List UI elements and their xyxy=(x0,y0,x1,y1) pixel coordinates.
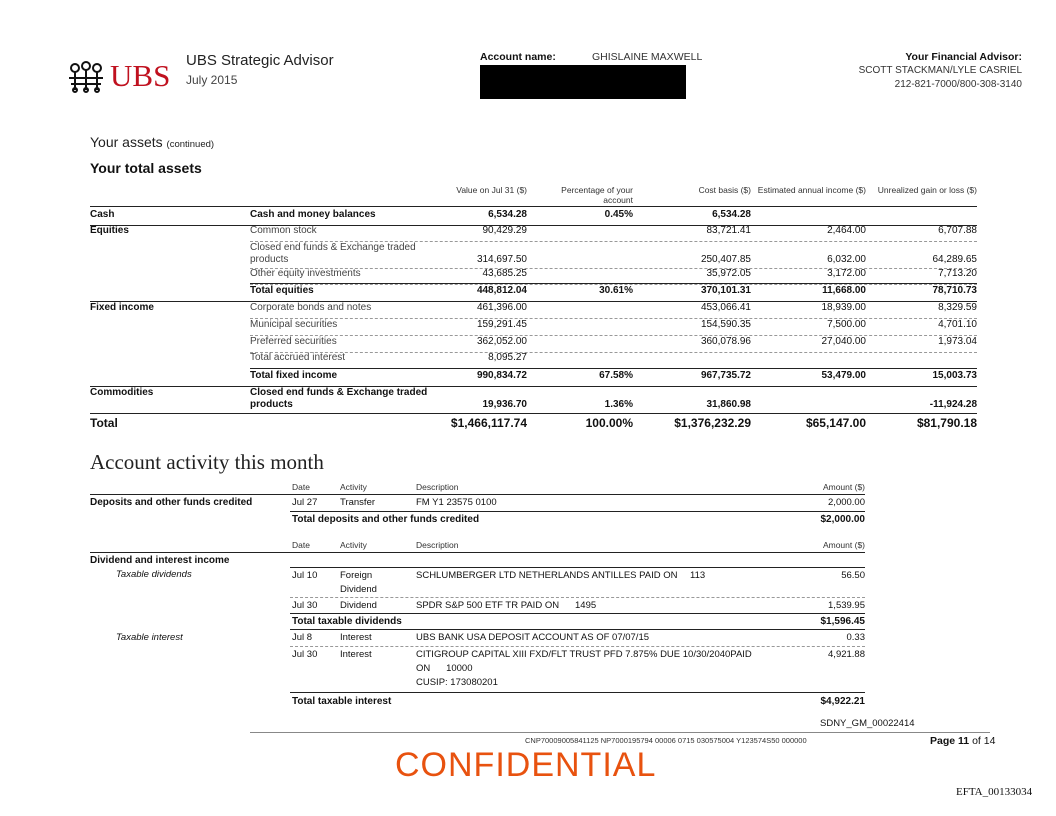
assets-column-header: Percentage of your account xyxy=(561,185,633,205)
asset-cell-cost: 6,534.28 xyxy=(712,209,751,220)
asset-group-label: Commodities xyxy=(90,387,154,398)
dividend-description: SPDR S&P 500 ETF TR PAID ON xyxy=(416,600,560,611)
activity-heading: Account activity this month xyxy=(90,450,324,474)
assets-total-cost: $1,376,232.29 xyxy=(674,416,751,430)
page-indicator xyxy=(930,735,995,747)
interest-date: Jul 30 xyxy=(292,649,318,660)
footer-code: CNP70009005841125 NP7000195794 00006 0715 030575004 Y123574S50 000000 xyxy=(525,736,807,745)
asset-row-label: Corporate bonds and notes xyxy=(250,302,372,313)
asset-cell-gain: 4,701.10 xyxy=(938,319,977,330)
income-label: Dividend and interest income xyxy=(90,555,230,566)
assets-column-header: Unrealized gain or loss ($) xyxy=(877,185,977,195)
deposits-total-label: Total deposits and other funds credited xyxy=(292,514,480,525)
interest-description: CITIGROUP CAPITAL XIII FXD/FLT TRUST PFD 7.875% DUE 10/30/2040PAID xyxy=(416,649,752,660)
assets-heading-text: Your assets xyxy=(90,134,163,150)
interest-amount: 4,921.88 xyxy=(828,649,865,660)
asset-group-label: Fixed income xyxy=(90,302,154,313)
interest-row-rule xyxy=(290,646,865,647)
asset-row-label: Total equities xyxy=(250,285,314,296)
interest-amount: 0.33 xyxy=(846,632,865,643)
deposits-total-rule xyxy=(290,511,865,512)
advisor-names: SCOTT STACKMAN/LYLE CASRIEL xyxy=(858,65,1022,76)
interest-date: Jul 8 xyxy=(292,632,313,643)
assets-total-value: $1,466,117.74 xyxy=(450,416,527,430)
col-header-description: Description xyxy=(416,482,459,492)
interest-top-rule xyxy=(290,629,865,630)
asset-cell-gain: 15,003.73 xyxy=(932,370,977,381)
assets-header-rule xyxy=(90,206,977,207)
dividends-total-rule xyxy=(290,613,865,614)
deposits-total: $2,000.00 xyxy=(820,514,865,525)
asset-cell-value: 8,095.27 xyxy=(488,352,527,363)
deposit-date: Jul 27 xyxy=(292,497,318,508)
asset-cell-income: 7,500.00 xyxy=(827,319,866,330)
dividend-date: Jul 10 xyxy=(292,570,318,581)
asset-row-label: Other equity investments xyxy=(250,268,361,279)
col-header-date: Date xyxy=(292,540,310,550)
asset-cell-value: 990,834.72 xyxy=(476,370,527,381)
col-header-date: Date xyxy=(292,482,310,492)
assets-column-header: Cost basis ($) xyxy=(698,185,751,195)
asset-cell-income: 11,668.00 xyxy=(822,285,866,296)
asset-cell-pct: 67.58% xyxy=(599,370,633,381)
deposit-description: FM Y1 23575 0100 xyxy=(416,497,497,508)
col-header-amount: Amount ($) xyxy=(822,482,865,492)
asset-group-label: Cash xyxy=(90,209,115,220)
dividend-date: Jul 30 xyxy=(292,600,318,611)
asset-row-label: Common stock xyxy=(250,225,317,236)
interest-description-line3: CUSIP: 173080201 xyxy=(416,677,498,688)
bates-number: EFTA_00133034 xyxy=(956,786,1033,798)
asset-cell-value: 448,812.04 xyxy=(476,285,527,296)
asset-row-label: Closed end funds & Exchange traded products xyxy=(250,242,416,265)
asset-cell-pct: 0.45% xyxy=(604,209,633,220)
asset-cell-income: 3,172.00 xyxy=(827,268,866,279)
asset-cell-pct: 1.36% xyxy=(604,399,633,410)
asset-cell-income: 53,479.00 xyxy=(821,370,866,381)
deposits-header-rule xyxy=(90,494,865,495)
account-name-value: GHISLAINE MAXWELL xyxy=(592,51,703,63)
asset-cell-gain: 64,289.65 xyxy=(932,254,977,265)
asset-cell-gain: 7,713.20 xyxy=(938,268,977,279)
taxable-dividends-label: Taxable dividends xyxy=(116,569,192,580)
asset-cell-value: 43,685.25 xyxy=(482,268,527,279)
asset-cell-value: 159,291.45 xyxy=(476,319,527,330)
asset-cell-value: 461,396.00 xyxy=(476,302,527,313)
dividend-row-rule xyxy=(290,597,865,598)
deposit-activity: Transfer xyxy=(340,497,376,508)
col-header-activity: Activity xyxy=(340,482,367,492)
dividends-total-label: Total taxable dividends xyxy=(292,616,402,627)
asset-cell-gain: 1,973.04 xyxy=(938,336,977,347)
dividend-activity: Dividend xyxy=(340,600,377,611)
asset-cell-value: 6,534.28 xyxy=(488,209,527,220)
dividend-amount: 56.50 xyxy=(841,570,865,581)
report-title: UBS Strategic Advisor xyxy=(186,52,334,69)
asset-cell-income: 18,939.00 xyxy=(821,302,866,313)
interest-activity: Interest xyxy=(340,649,372,660)
taxable-interest-label: Taxable interest xyxy=(116,632,183,643)
footer-rule xyxy=(250,732,990,733)
asset-group-rule xyxy=(90,386,977,387)
asset-total-rule xyxy=(250,283,977,284)
dividend-amount: 1,539.95 xyxy=(828,600,865,611)
asset-cell-value: 90,429.29 xyxy=(482,225,527,236)
col-header-activity: Activity xyxy=(340,540,367,550)
asset-row-label: Total accrued interest xyxy=(250,352,346,363)
redaction-box xyxy=(480,65,686,99)
page-of: of 14 xyxy=(972,735,996,747)
assets-column-header: Value on Jul 31 ($) xyxy=(456,185,527,195)
total-assets-heading: Your total assets xyxy=(90,160,202,176)
interest-description-line2: ON 10000 xyxy=(416,663,473,674)
assets-heading-suffix: (continued) xyxy=(166,139,215,150)
col-header-description: Description xyxy=(416,540,459,550)
page-number: 11 xyxy=(958,735,970,747)
asset-cell-value: 362,052.00 xyxy=(476,336,527,347)
asset-row-label: Preferred securities xyxy=(250,336,337,347)
asset-cell-cost: 154,590.35 xyxy=(700,319,751,330)
interest-total-label: Total taxable interest xyxy=(292,696,392,707)
asset-cell-income: 6,032.00 xyxy=(827,254,866,265)
confidential-stamp: CONFIDENTIAL xyxy=(395,746,657,784)
assets-total-gain: $81,790.18 xyxy=(916,416,977,430)
asset-cell-gain: 6,707.88 xyxy=(938,225,977,236)
advisor-label: Your Financial Advisor: xyxy=(905,51,1022,63)
asset-cell-income: 27,040.00 xyxy=(821,336,866,347)
asset-group-rule xyxy=(90,413,977,414)
asset-row-label: Cash and money balances xyxy=(250,209,376,220)
interest-total-rule xyxy=(290,692,865,693)
asset-cell-cost: 453,066.41 xyxy=(700,302,751,313)
asset-cell-cost: 31,860.98 xyxy=(706,399,751,410)
account-name-label: Account name: xyxy=(480,51,556,63)
assets-total-pct: 100.00% xyxy=(585,416,633,430)
dividend-quantity: 113 xyxy=(690,570,706,581)
page-label: Page xyxy=(930,735,956,747)
asset-cell-cost: 967,735.72 xyxy=(700,370,751,381)
dividends-top-rule xyxy=(290,567,865,568)
dividend-description: SCHLUMBERGER LTD NETHERLANDS ANTILLES PAID ON xyxy=(416,570,678,581)
asset-cell-cost: 370,101.31 xyxy=(700,285,751,296)
deposit-amount: 2,000.00 xyxy=(828,497,865,508)
asset-row-label: Closed end funds & Exchange traded products xyxy=(250,387,428,410)
asset-cell-gain: 8,329.59 xyxy=(938,302,977,313)
deposits-label: Deposits and other funds credited xyxy=(90,497,253,508)
asset-cell-cost: 250,407.85 xyxy=(700,254,751,265)
interest-activity: Interest xyxy=(340,632,372,643)
asset-group-label: Equities xyxy=(90,225,129,236)
assets-total-label: Total xyxy=(90,416,118,430)
asset-row-label: Municipal securities xyxy=(250,319,338,330)
interest-description: UBS BANK USA DEPOSIT ACCOUNT AS OF 07/07/15 xyxy=(416,632,650,643)
interest-total: $4,922.21 xyxy=(820,696,865,707)
assets-column-header: Estimated annual income ($) xyxy=(757,185,866,195)
asset-cell-value: 19,936.70 xyxy=(482,399,527,410)
income-header-rule xyxy=(90,552,865,553)
asset-cell-gain: -11,924.28 xyxy=(929,399,977,410)
asset-cell-pct: 30.61% xyxy=(599,285,633,296)
col-header-amount: Amount ($) xyxy=(822,540,865,550)
asset-cell-value: 314,697.50 xyxy=(476,254,527,265)
report-date: July 2015 xyxy=(186,73,238,87)
ubs-logo-text: UBS xyxy=(110,58,171,93)
assets-heading xyxy=(90,134,214,150)
advisor-phone: 212-821-7000/800-308-3140 xyxy=(894,79,1022,90)
asset-cell-cost: 35,972.05 xyxy=(706,268,751,279)
asset-row-label: Total fixed income xyxy=(250,370,338,381)
bates-number-small: SDNY_GM_00022414 xyxy=(820,718,915,729)
asset-cell-gain: 78,710.73 xyxy=(932,285,977,296)
ubs-keys-logo-icon xyxy=(66,60,106,94)
asset-total-rule xyxy=(250,368,977,369)
dividends-total: $1,596.45 xyxy=(820,616,865,627)
dividend-quantity: 1495 xyxy=(575,600,597,611)
asset-cell-cost: 360,078.96 xyxy=(700,336,751,347)
dividend-activity: Foreign xyxy=(340,570,373,581)
dividend-activity-line2: Dividend xyxy=(340,584,377,595)
assets-total-income: $65,147.00 xyxy=(805,416,866,430)
asset-cell-income: 2,464.00 xyxy=(827,225,866,236)
asset-cell-cost: 83,721.41 xyxy=(706,225,751,236)
